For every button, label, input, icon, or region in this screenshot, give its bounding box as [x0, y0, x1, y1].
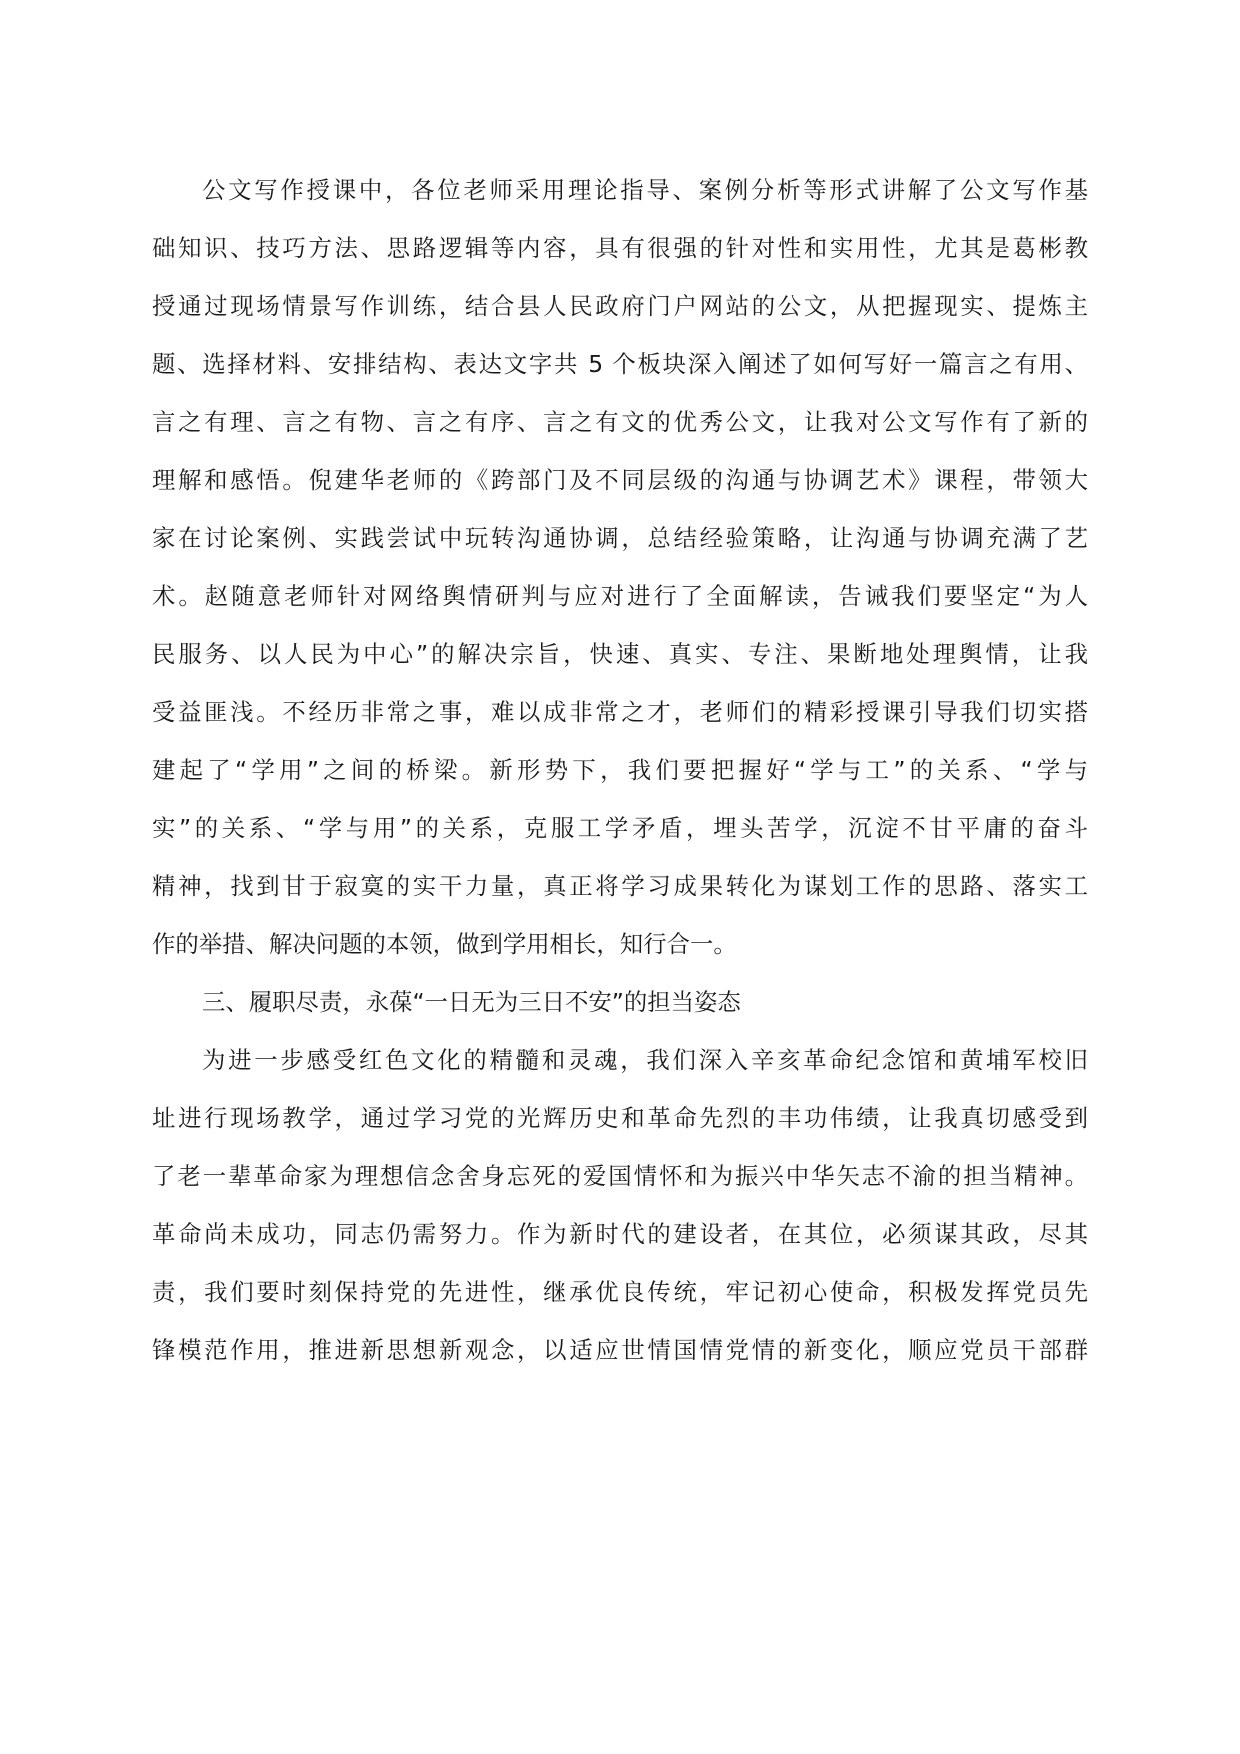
- paragraph-1-line-1: 公文写作授课中，各位老师采用理论指导、案例分析等形式讲解了公文写作基: [202, 176, 1088, 204]
- paragraph-1-line-4: 题、选择材料、安排结构、表达文字共 5 个板块深入阐述了如何写好一篇言之有用、: [152, 350, 1088, 378]
- paragraph-1-line-14: 作的举措、解决问题的本领，做到学用相长，知行合一。: [152, 930, 737, 958]
- paragraph-2-line-1: 为进一步感受红色文化的精髓和灵魂，我们深入辛亥革命纪念馆和黄埔军校旧: [202, 1046, 1088, 1074]
- paragraph-2-line-6: 锋模范作用，推进新思想新观念，以适应世情国情党情的新变化，顺应党员干部群: [152, 1336, 1088, 1364]
- paragraph-2-line-5: 责，我们要时刻保持党的先进性，继承优良传统，牢记初心使命，积极发挥党员先: [152, 1278, 1088, 1306]
- paragraph-1-line-3: 授通过现场情景写作训练，结合县人民政府门户网站的公文，从把握现实、提炼主: [152, 292, 1088, 320]
- paragraph-1-line-8: 术。赵随意老师针对网络舆情研判与应对进行了全面解读，告诫我们要坚定“为人: [152, 582, 1088, 610]
- paragraph-1-line-11: 建起了“学用”之间的桥梁。新形势下，我们要把握好“学与工”的关系、“学与: [152, 756, 1088, 784]
- paragraph-1-line-5: 言之有理、言之有物、言之有序、言之有文的优秀公文，让我对公文写作有了新的: [152, 408, 1088, 436]
- section-heading: 三、履职尽责，永葆“一日无为三日不安”的担当姿态: [202, 988, 741, 1016]
- paragraph-1-line-6: 理解和感悟。倪建华老师的《跨部门及不同层级的沟通与协调艺术》课程，带领大: [152, 466, 1088, 494]
- paragraph-1-line-2: 础知识、技巧方法、思路逻辑等内容，具有很强的针对性和实用性，尤其是葛彬教: [152, 234, 1088, 262]
- paragraph-1-line-12: 实”的关系、“学与用”的关系，克服工学矛盾，埋头苦学，沉淀不甘平庸的奋斗: [152, 814, 1088, 842]
- paragraph-1-line-10: 受益匪浅。不经历非常之事，难以成非常之才，老师们的精彩授课引导我们切实搭: [152, 698, 1088, 726]
- paragraph-2-line-4: 革命尚未成功，同志仍需努力。作为新时代的建设者，在其位，必须谋其政，尽其: [152, 1220, 1088, 1248]
- paragraph-2-line-2: 址进行现场教学，通过学习党的光辉历史和革命先烈的丰功伟绩，让我真切感受到: [152, 1104, 1088, 1132]
- paragraph-1-line-9: 民服务、以人民为中心”的解决宗旨，快速、真实、专注、果断地处理舆情，让我: [152, 640, 1088, 668]
- paragraph-2-line-3: 了老一辈革命家为理想信念舍身忘死的爱国情怀和为振兴中华矢志不渝的担当精神。: [152, 1162, 1088, 1190]
- paragraph-1-line-7: 家在讨论案例、实践尝试中玩转沟通协调，总结经验策略，让沟通与协调充满了艺: [152, 524, 1088, 552]
- paragraph-1-line-13: 精神，找到甘于寂寞的实干力量，真正将学习成果转化为谋划工作的思路、落实工: [152, 872, 1088, 900]
